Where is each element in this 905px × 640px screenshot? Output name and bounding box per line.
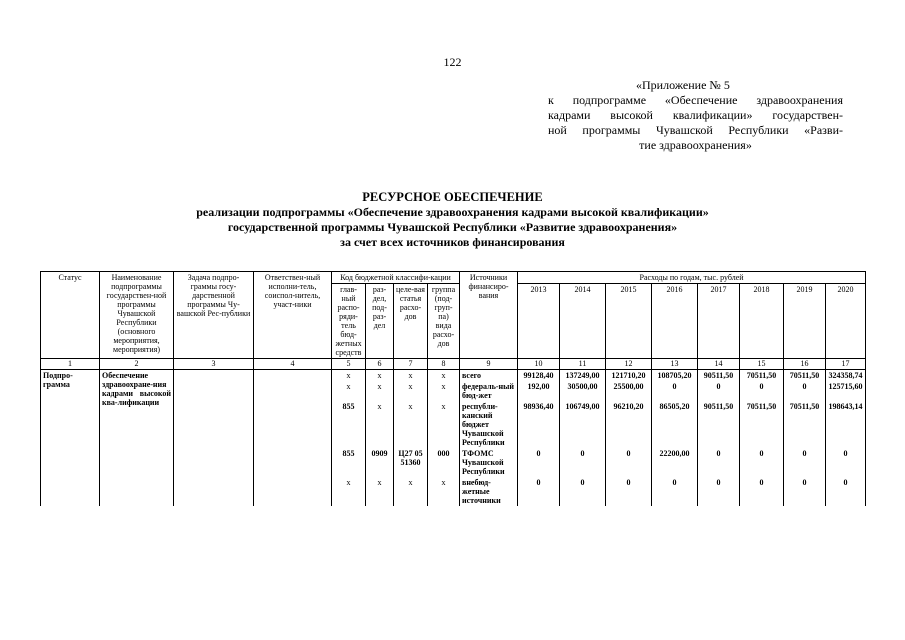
column-number: 13 [652,359,698,370]
value-cell: 90511,50 [698,401,740,448]
value-cell: 0 [606,477,652,506]
expense-group-cell: х [428,381,460,401]
expense-group-cell: х [428,401,460,448]
column-number: 9 [460,359,518,370]
column-number: 5 [332,359,366,370]
header-year-2014: 2014 [560,284,606,359]
column-number: 2 [100,359,174,370]
grbs-cell: х [332,370,366,382]
value-cell: 0 [740,477,784,506]
expense-group-cell: х [428,370,460,382]
value-cell: 0 [698,448,740,477]
value-cell: 0 [740,448,784,477]
value-cell: 192,00 [518,381,560,401]
column-number: 17 [826,359,866,370]
source-cell: республи-канский бюджет Чувашской Республики [460,401,518,448]
column-number: 10 [518,359,560,370]
column-number: 16 [784,359,826,370]
value-cell: 90511,50 [698,370,740,382]
value-cell: 0 [652,381,698,401]
razdel-cell: х [366,381,394,401]
value-cell: 0 [698,381,740,401]
value-cell: 106749,00 [560,401,606,448]
value-cell: 30500,00 [560,381,606,401]
value-cell: 0 [606,448,652,477]
value-cell: 25500,00 [606,381,652,401]
value-cell: 70511,50 [740,370,784,382]
column-number: 12 [606,359,652,370]
title-line-3: государственной программы Чувашской Республики «Развитие здравоохранения» [227,220,678,234]
title-line-2: реализации подпрограммы «Обеспечение здравоохранения кадрами высокой квалификации» [196,205,709,219]
responsible-cell [254,370,332,507]
value-cell: 125715,60 [826,381,866,401]
grbs-cell: 855 [332,401,366,448]
razdel-cell: 0909 [366,448,394,477]
value-cell: 0 [826,477,866,506]
column-number: 3 [174,359,254,370]
header-name: Наименование подпрограммы государствен-ной программы Чувашской Республики (основного мероприятия, мероприятия) [100,272,174,359]
razdel-cell: х [366,370,394,382]
value-cell: 121710,20 [606,370,652,382]
header-year-2013: 2013 [518,284,560,359]
header-razdel: раз-дел, под-раз-дел [366,284,394,359]
appendix-line-2: к подпрограмме «Обеспечение здравоохранения [548,93,843,107]
target-article-cell: х [394,381,428,401]
value-cell: 0 [698,477,740,506]
value-cell: 0 [784,381,826,401]
value-cell: 70511,50 [784,401,826,448]
value-cell: 108705,20 [652,370,698,382]
value-cell: 0 [560,448,606,477]
grbs-cell: 855 [332,448,366,477]
appendix-line-3: кадрами высокой квалификации» государствен- [548,108,843,122]
grbs-cell: х [332,477,366,506]
header-year-2019: 2019 [784,284,826,359]
header-year-2015: 2015 [606,284,652,359]
value-cell: 324358,74 [826,370,866,382]
grbs-cell: х [332,381,366,401]
appendix-line-1: «Приложение № 5 [636,78,730,92]
column-number: 15 [740,359,784,370]
column-number: 7 [394,359,428,370]
column-numbers-row [41,359,866,370]
source-cell: внебюд-жетные источники [460,477,518,506]
value-cell: 0 [560,477,606,506]
header-year-2017: 2017 [698,284,740,359]
value-cell: 0 [740,381,784,401]
value-cell: 0 [784,448,826,477]
expense-group-cell: 000 [428,448,460,477]
source-cell: всего [460,370,518,382]
value-cell: 0 [826,448,866,477]
column-number: 11 [560,359,606,370]
value-cell: 22200,00 [652,448,698,477]
header-budget-code: Код бюджетной классифи-кации [332,272,460,284]
razdel-cell: х [366,401,394,448]
value-cell: 98936,40 [518,401,560,448]
value-cell: 137249,00 [560,370,606,382]
column-number: 8 [428,359,460,370]
subprogram-name-cell: Обеспечение здравоохране-ния кадрами высокой ква-лификации [100,370,174,507]
column-number: 6 [366,359,394,370]
header-expenses: Расходы по годам, тыс. рублей [518,272,866,284]
header-year-2018: 2018 [740,284,784,359]
page-number: 122 [443,55,462,69]
value-cell: 0 [518,477,560,506]
column-number: 1 [41,359,100,370]
source-cell: ТФОМС Чувашской Республики [460,448,518,477]
value-cell: 198643,14 [826,401,866,448]
source-cell: федераль-ный бюд-жет [460,381,518,401]
header-responsible: Ответствен-ный исполни-тель, соиспол-нитель, участ-ники [254,272,332,359]
header-year-2016: 2016 [652,284,698,359]
value-cell: 0 [784,477,826,506]
header-sources: Источники финансиро-вания [460,272,518,359]
value-cell: 0 [518,448,560,477]
resources-table [40,271,866,506]
header-expense-group: группа (под-груп-па) вида расхо-дов [428,284,460,359]
header-target-article: целе-вая статья расхо-дов [394,284,428,359]
appendix-line-5: тие здравоохранения» [639,138,752,152]
column-number: 4 [254,359,332,370]
expense-group-cell: х [428,477,460,506]
header-row-1 [41,272,866,284]
table-row [41,370,866,382]
appendix-note [548,78,843,153]
value-cell: 99128,40 [518,370,560,382]
target-article-cell: х [394,401,428,448]
target-article-cell: Ц27 05 51360 [394,448,428,477]
header-task: Задача подпро-граммы госу-дарственной программы Чу-вашской Рес-публики [174,272,254,359]
value-cell: 0 [652,477,698,506]
value-cell: 96210,20 [606,401,652,448]
header-year-2020: 2020 [826,284,866,359]
status-cell: Подпро-грамма [41,370,100,507]
razdel-cell: х [366,477,394,506]
value-cell: 70511,50 [784,370,826,382]
title-line-1: РЕСУРСНОЕ ОБЕСПЕЧЕНИЕ [362,190,543,204]
document-title [0,190,905,250]
column-number: 14 [698,359,740,370]
appendix-line-4: ной программы Чувашской Республики «Разви- [548,123,843,137]
value-cell: 86505,20 [652,401,698,448]
header-grbs: глав-ный распо-ряди-тель бюд-жетных средств [332,284,366,359]
target-article-cell: х [394,477,428,506]
target-article-cell: х [394,370,428,382]
title-line-4: за счет всех источников финансирования [340,235,565,249]
value-cell: 70511,50 [740,401,784,448]
header-status: Статус [41,272,100,359]
task-cell [174,370,254,507]
